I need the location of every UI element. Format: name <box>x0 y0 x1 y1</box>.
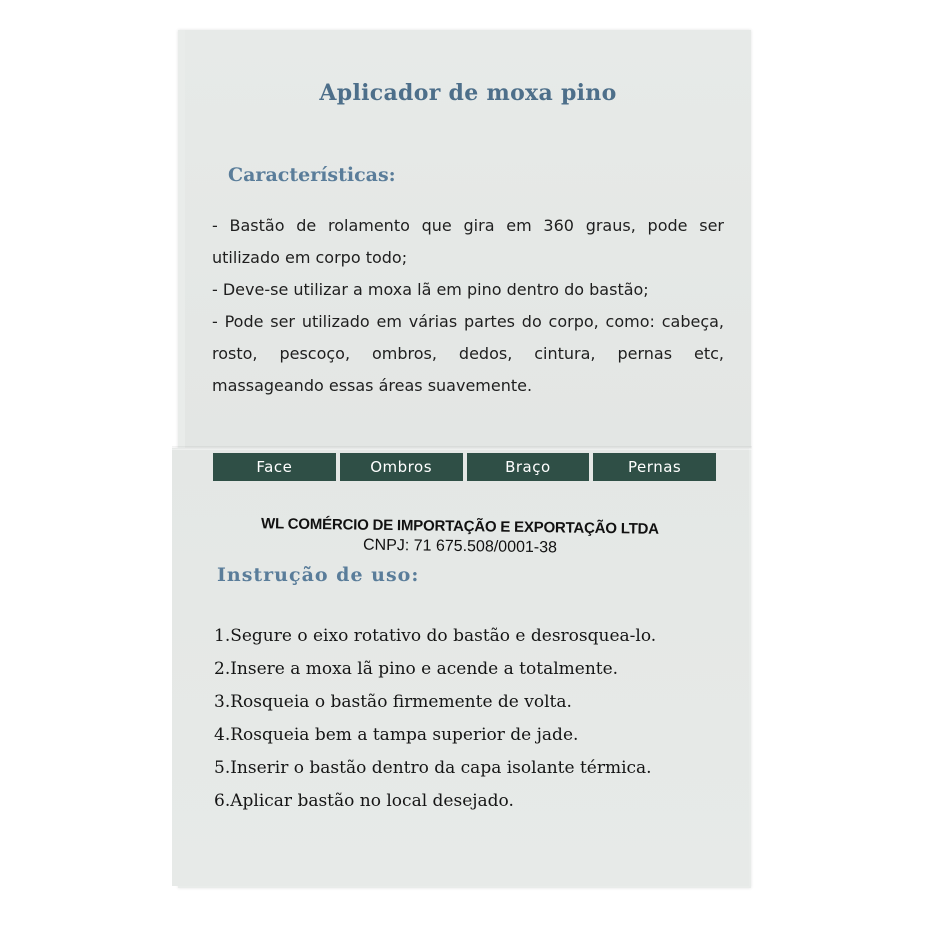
instruction-step: 2.Insere a moxa lã pino e acende a totalmente. <box>214 659 619 679</box>
feature-item: - Pode ser utilizado em várias partes do corpo, como: cabeça, rosto, pescoço, ombros, dedos, cintura, pernas etc, massageando essas áreas suavemente. <box>212 312 724 395</box>
importer-company-name: WL COMÉRCIO DE IMPORTAÇÃO E EXPORTAÇÃO LTDA <box>260 515 659 538</box>
instruction-step: 4.Rosqueia bem a tampa superior de jade. <box>214 725 579 745</box>
instructions-heading: Instrução de uso: <box>217 564 420 586</box>
tag-face: Face <box>213 453 336 481</box>
tag-pernas: Pernas <box>593 453 716 481</box>
tag-braco: Braço <box>467 453 590 481</box>
tag-ombros: Ombros <box>340 453 463 481</box>
feature-item: - Bastão de rolamento que gira em 360 graus, pode ser utilizado em corpo todo; <box>212 216 724 267</box>
instruction-step: 6.Aplicar bastão no local desejado. <box>214 791 514 811</box>
leaflet-fold-line <box>172 446 752 450</box>
features-heading: Características: <box>228 164 396 186</box>
body-area-tags <box>213 453 716 481</box>
leaflet-title: Aplicador de moxa pino <box>319 80 617 106</box>
instruction-step: 3.Rosqueia o bastão firmemente de volta. <box>214 692 572 712</box>
importer-cnpj: CNPJ: 71 675.508/0001-38 <box>362 536 558 557</box>
instruction-step: 5.Inserir o bastão dentro da capa isolante térmica. <box>214 758 652 778</box>
feature-item: - Deve-se utilizar a moxa lã em pino dentro do bastão; <box>212 280 649 299</box>
instruction-step: 1.Segure o eixo rotativo do bastão e desrosquea-lo. <box>214 626 657 646</box>
features-list <box>212 210 724 402</box>
importer-stamp <box>200 515 720 557</box>
instructions-list <box>214 620 734 818</box>
